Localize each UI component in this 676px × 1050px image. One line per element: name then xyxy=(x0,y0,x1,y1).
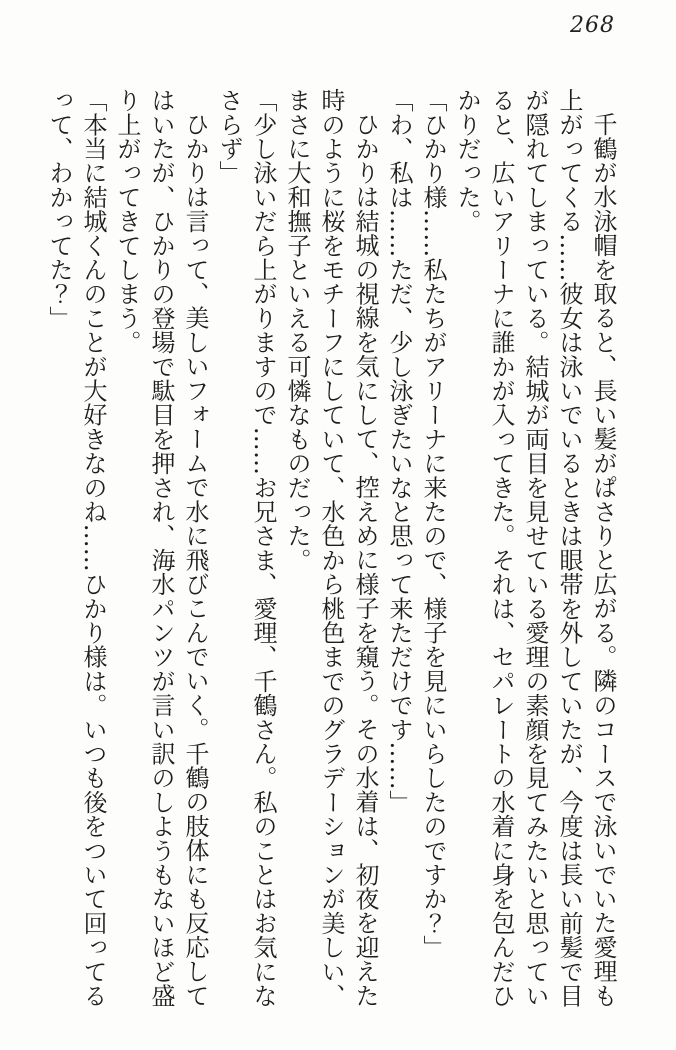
text-line: ひかりは結城の視線を気にして、控えめに様子を窺う。その水着は、初夜を迎えた xyxy=(351,112,379,1008)
text-line: 時のように桜をモチーフにしていて、水色から桃色までのグラデーションが美しい、 xyxy=(317,88,345,1008)
text-line: り上がってきてしまう。 xyxy=(113,88,141,355)
text-line: 「少し泳いだら上がりますので……お兄さま、愛理、千鶴さん。私のことはお気にな xyxy=(249,88,277,1008)
text-line: まさに大和撫子といえる可憐なものだった。 xyxy=(283,88,311,572)
text-line: 「わ、私は……ただ、少し泳ぎたいなと思って来ただけです……」 xyxy=(385,88,413,814)
text-line: さらず」 xyxy=(215,88,243,185)
text-line: 上がってくる……彼女は泳いでいるときは眼帯を外していたが、今度は長い前髪で目 xyxy=(555,88,583,1008)
page-number: 268 xyxy=(570,13,615,38)
text-line: 「ひかり様……私たちがアリーナに来たので、様子を見にいらしたのですか？」 xyxy=(419,88,447,960)
text-line: って、わかってた？」 xyxy=(45,88,73,330)
text-line: かりだった。 xyxy=(453,88,481,234)
text-line: 「本当に結城くんのことが大好きなのね……ひかり様は。いつも後をついて回ってる xyxy=(79,88,107,1008)
text-line: ひかりは言って、美しいフォームで水に飛びこんでいく。千鶴の肢体にも反応して xyxy=(181,112,209,1008)
text-line: が隠れてしまっている。結城が両目を見せている愛理の素顔を見てみたいと思ってい xyxy=(521,88,549,1008)
text-line: ると、広いアリーナに誰かが入ってきた。それは、セパレートの水着に身を包んだひ xyxy=(487,88,515,1008)
vertical-text-block xyxy=(42,88,620,1010)
text-line: 千鶴が水泳帽を取ると、長い髪がぱさりと広がる。隣のコースで泳いでいた愛理も xyxy=(589,112,617,1008)
text-line: はいたが、ひかりの登場で駄目を押され、海水パンツが言い訳のしようもないほど盛 xyxy=(147,88,175,1008)
